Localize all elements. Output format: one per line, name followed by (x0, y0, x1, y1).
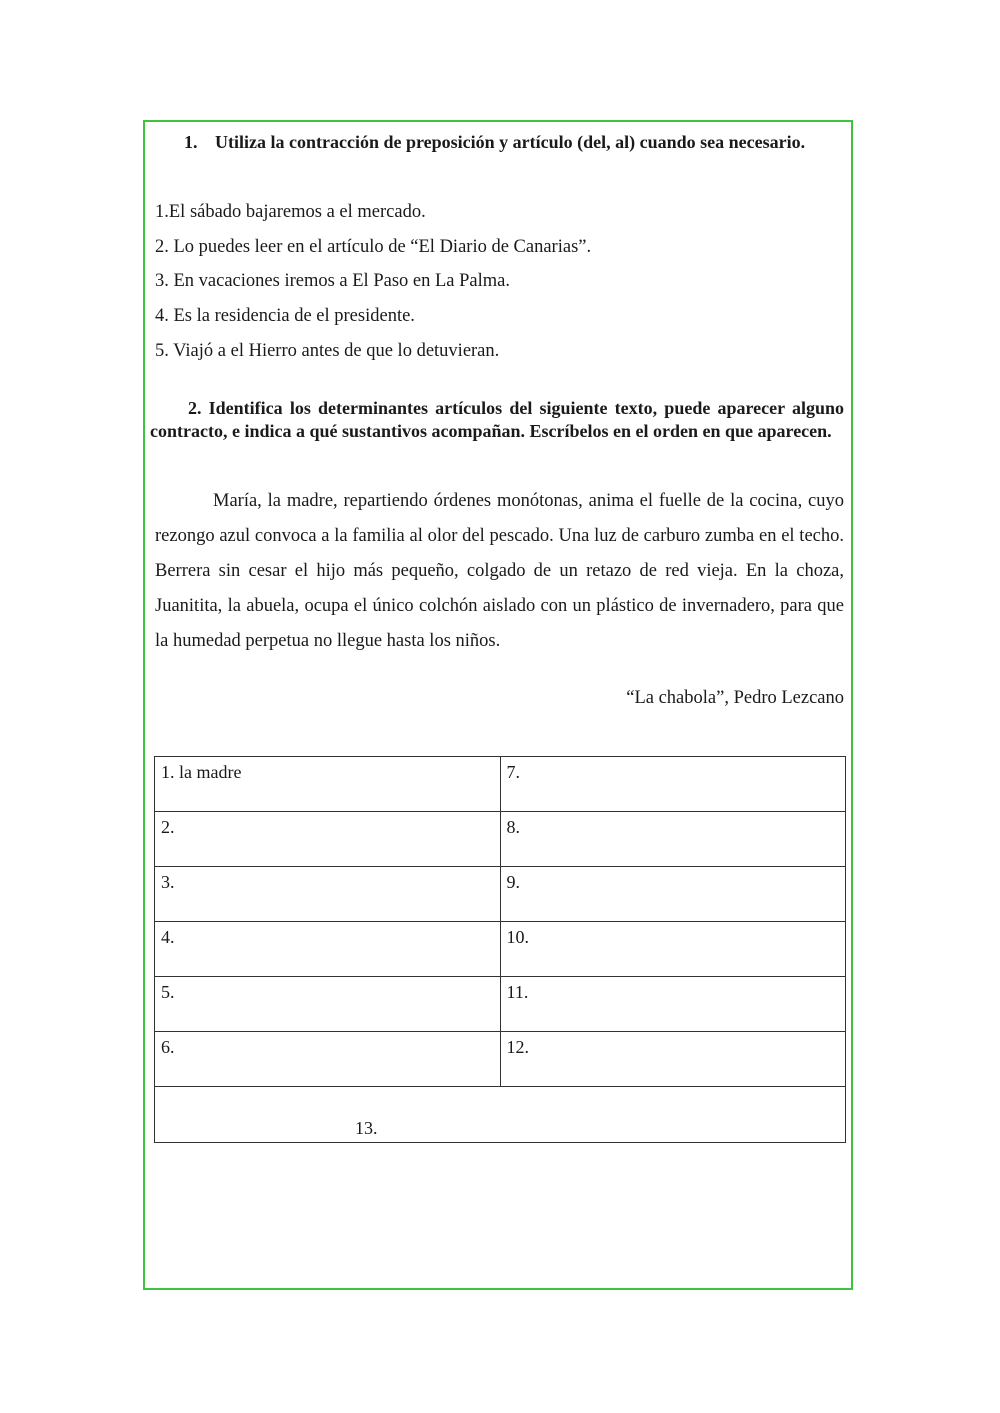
table-row (155, 977, 846, 1032)
answer-cell[interactable]: 9. (500, 867, 846, 922)
answer-cell-13[interactable]: 13. (155, 1087, 846, 1143)
answer-cell[interactable]: 7. (500, 757, 846, 812)
answer-cell[interactable]: 2. (155, 812, 501, 867)
table-row (155, 1032, 846, 1087)
exercise-1-sentence: 3. En vacaciones iremos a El Paso en La Palma. (155, 271, 510, 291)
answer-table (154, 756, 846, 1143)
exercise-1-title (184, 131, 844, 154)
answer-cell[interactable]: 1. la madre (155, 757, 501, 812)
exercise-1-sentence: 1.El sábado bajaremos a el mercado. (155, 202, 426, 222)
answer-cell[interactable]: 5. (155, 977, 501, 1032)
answer-cell[interactable]: 3. (155, 867, 501, 922)
exercise-1-instruction: Utiliza la contracción de preposición y artículo (del, al) cuando sea necesario. (215, 132, 806, 152)
answer-cell[interactable]: 6. (155, 1032, 501, 1087)
answer-cell[interactable]: 8. (500, 812, 846, 867)
exercise-1-number: 1. (184, 132, 198, 152)
answer-cell[interactable]: 12. (500, 1032, 846, 1087)
passage-citation: “La chabola”, Pedro Lezcano (626, 688, 844, 708)
answer-cell[interactable]: 11. (500, 977, 846, 1032)
table-row (155, 757, 846, 812)
table-row (155, 867, 846, 922)
table-row (155, 812, 846, 867)
exercise-2-title: 2. Identifica los determinantes artículos del siguiente texto, puede aparecer alguno contracto, e indica a qué sustantivos acompañan. Escríbelos en el orden en que aparecen. (150, 398, 844, 441)
reading-passage: María, la madre, repartiendo órdenes monótonas, anima el fuelle de la cocina, cuyo rezongo azul convoca a la familia al olor del pescado. Una luz de carburo zumba en el techo. Berrera sin cesar el hijo más pequeño, colgado de un retazo de red vieja. En la choza, Juanitita, la abuela, ocupa el único colchón aislado con un plástico de invernadero, para que la humedad perpetua no llegue hasta los niños. (155, 491, 844, 651)
exercise-1-sentence: 5. Viajó a el Hierro antes de que lo detuvieran. (155, 341, 500, 361)
exercise-1-sentence: 2. Lo puedes leer en el artículo de “El Diario de Canarias”. (155, 237, 592, 257)
answer-cell[interactable]: 4. (155, 922, 501, 977)
table-row (155, 1087, 846, 1143)
answer-cell[interactable]: 10. (500, 922, 846, 977)
exercise-1-sentence: 4. Es la residencia de el presidente. (155, 306, 415, 326)
table-row (155, 922, 846, 977)
